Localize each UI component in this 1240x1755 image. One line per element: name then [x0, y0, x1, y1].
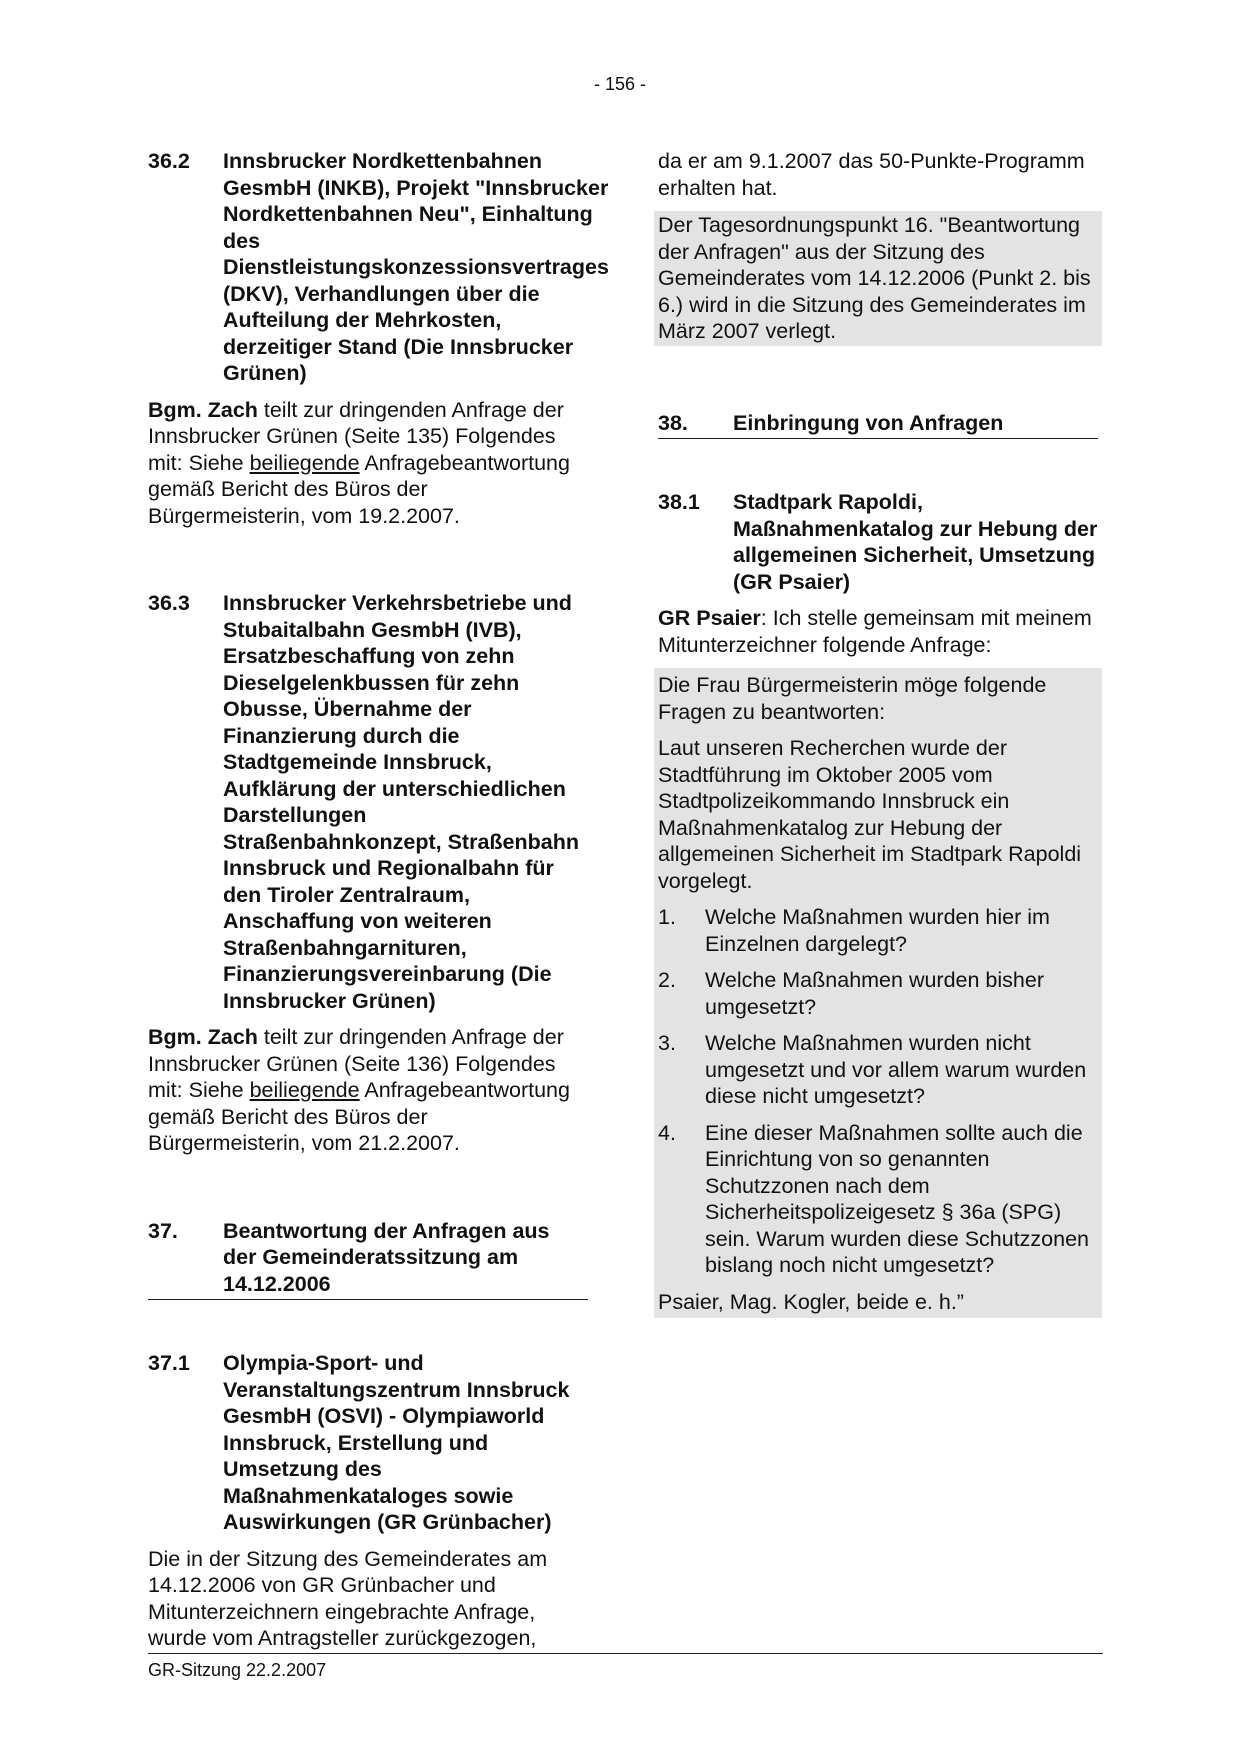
speaker: Bgm. Zach: [148, 397, 258, 422]
attachment-link[interactable]: beiliegende: [249, 1078, 360, 1102]
section-number: 37.1: [148, 1351, 190, 1375]
heading-37-1: [148, 1350, 588, 1536]
section-title: Innsbrucker Nordkettenbahnen GesmbH (INKB), Projekt "Innsbrucker Nordkettenbahnen Neu", Einhaltung des Dienstleistungskonzessionsvertrages (DKV), Verhandlungen über die Aufteilung der Mehrkosten, derzeitiger Stand (Die Innsbrucker Grünen): [223, 149, 609, 385]
heading-37: [148, 1218, 588, 1301]
left-column: [148, 148, 609, 1652]
inquiry-intro-text: : Ich stelle gemeinsam mit meinem Mitunterzeichner folgende Anfrage:: [658, 606, 1092, 657]
agenda-note-text: Der Tagesordnungspunkt 16. "Beantwortung der Anfragen" aus der Sitzung des Gemeinderates vom 14.12.2006 (Punkt 2. bis 6.) wird in die Sitzung des Gemeinderates im März 2007 verlegt.: [658, 213, 1091, 343]
question-number: 3.: [658, 1031, 676, 1055]
footer: [148, 1653, 1103, 1681]
heading-38: [658, 410, 1098, 440]
question-text: Welche Maßnahmen wurden nicht umgesetzt und vor allem warum wurden diese nicht umgesetzt?: [705, 1031, 1087, 1108]
section-number: 38.: [658, 410, 688, 435]
section-title: [223, 590, 588, 1014]
section-title: Beantwortung der Anfragen aus der Gemeinderatssitzung am 14.12.2006: [223, 1218, 550, 1296]
answer-text-end: Anfragebeantwortung gemäß Bericht des Büros der Bürgermeisterin, vom 21.2.2007.: [148, 1078, 570, 1155]
question-number: 1.: [658, 905, 676, 929]
page-number: - 156 -: [593, 74, 647, 94]
section-number: 36.3: [148, 591, 190, 615]
answer-text-start: teilt zur dringenden Anfrage der Innsbrucker Grünen (Seite 135) Folgendes mit: Siehe: [148, 397, 564, 475]
question-number: 4.: [658, 1120, 676, 1145]
heading-36-3: [148, 590, 588, 1014]
list-item: [658, 904, 1098, 957]
text-37-1: Die in der Sitzung des Gemeinderates am 14.12.2006 von GR Grünbacher und Mitunterzeichnern eingebrachte Anfrage, wurde vom Antragsteller zurückgezogen,: [148, 1546, 548, 1650]
right-column: [658, 148, 1098, 1318]
section-title: Einbringung von Anfragen: [733, 410, 1004, 435]
answer-36-2: [148, 397, 588, 530]
list-item: [658, 967, 1098, 1020]
signature: Psaier, Mag. Kogler, beide e. h.”: [658, 1289, 964, 1314]
section-title-part-1: Innsbrucker Verkehrsbetriebe und Stubaitalbahn GesmbH (IVB), Ersatzbeschaffung von zehn Dieselgelenkbussen für zehn Obusse, Übernahme der Finanzierung durch die Stadtgemeinde Innsbruck, Aufklärung der unterschiedlichen Darstellungen: [223, 591, 572, 827]
section-title: Stadtpark Rapoldi, Maßnahmenkatalog zur Hebung der allgemeinen Sicherheit, Umsetzung (GR Psaier): [733, 490, 1098, 594]
inquiry-intro: [658, 605, 1098, 658]
answer-text-end: Anfragebeantwortung gemäß Bericht des Büros der Bürgermeisterin, vom 19.2.2007.: [148, 450, 570, 528]
list-item: [658, 1030, 1098, 1110]
footer-session-date: GR-Sitzung 22.2.2007: [148, 1660, 327, 1680]
questions-intro: Die Frau Bürgermeisterin möge folgende Fragen zu beantworten:: [658, 673, 1047, 724]
speaker: Bgm. Zach: [148, 1025, 258, 1049]
section-title-part-2: Straßenbahnkonzept, Straßenbahn Innsbruck und Regionalbahn für den Tiroler Zentralraum, Anschaffung von weiteren Straßenbahngarnituren, Finanzierungsvereinbarung (Die Innsbrucker Grünen): [223, 829, 579, 1013]
section-number: 37.: [148, 1218, 178, 1243]
heading-36-2: [148, 148, 609, 387]
attachment-link[interactable]: beiliegende: [249, 450, 360, 475]
question-text: Welche Maßnahmen wurden bisher umgesetzt?: [705, 968, 1044, 1019]
question-text: Welche Maßnahmen wurden hier im Einzelnen dargelegt?: [705, 905, 1050, 956]
answer-36-3: [148, 1024, 588, 1157]
continuation-text: da er am 9.1.2007 das 50-Punkte-Programm erhalten hat.: [658, 149, 1085, 200]
question-text: Eine dieser Maßnahmen sollte auch die Einrichtung von so genannten Schutzzonen nach dem Sicherheitspolizeigesetz § 36a (SPG) sein. Warum wurden diese Schutzzonen bislang noch nicht umgesetzt?: [705, 1120, 1090, 1277]
agenda-note: [654, 211, 1102, 346]
questions-context: Laut unseren Recherchen wurde der Stadtführung im Oktober 2005 vom Stadtpolizeikommando Innsbruck ein Maßnahmenkatalog zur Hebung der allgemeinen Sicherheit im Stadtpark Rapoldi vorgelegt.: [658, 736, 1082, 893]
answer-text-start: teilt zur dringenden Anfrage der Innsbrucker Grünen (Seite 136) Folgendes mit: Siehe: [148, 1025, 564, 1102]
speaker: GR Psaier: [658, 606, 761, 630]
section-number: 38.1: [658, 490, 700, 514]
heading-38-1: [658, 489, 1098, 595]
list-item: [658, 1120, 1098, 1279]
section-number: 36.2: [148, 149, 190, 173]
question-number: 2.: [658, 968, 676, 992]
inquiry-block: [654, 668, 1102, 1318]
section-title: Olympia-Sport- und Veranstaltungszentrum Innsbruck GesmbH (OSVI) - Olympiaworld Innsbruck, Erstellung und Umsetzung des Maßnahmenkataloges sowie Auswirkungen (GR Grünbacher): [223, 1351, 570, 1534]
